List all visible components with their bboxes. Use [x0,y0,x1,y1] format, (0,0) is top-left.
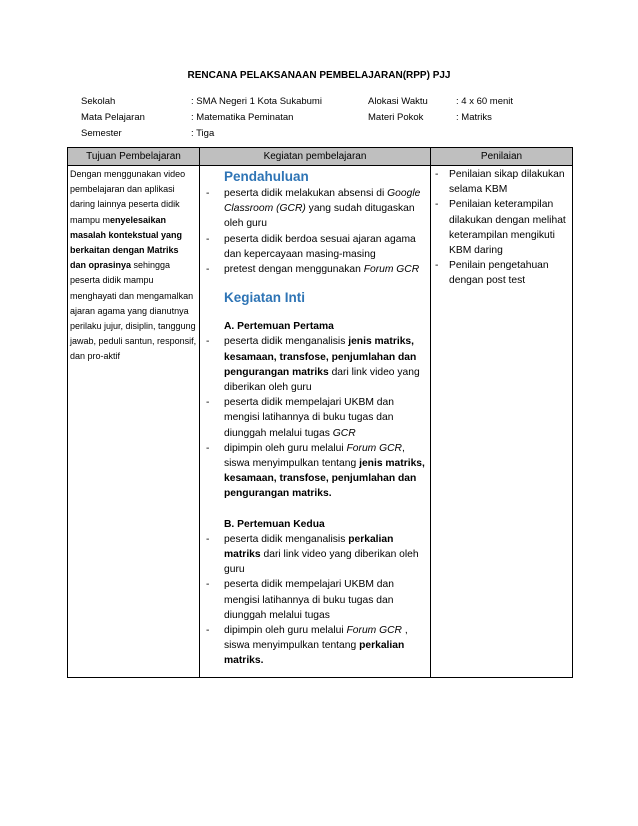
meta-row-semester [81,128,214,139]
meeting-one-list [206,334,426,501]
assessment-content [431,166,572,289]
meta-label-school: Sekolah [81,96,116,107]
meta-value-topic: : Matriks [456,112,492,123]
meeting-one-heading: A. Pertemuan Pertama [224,321,334,333]
objective-cell [68,166,200,678]
meeting-two-list [206,532,426,669]
header-assessment: Penilaian [431,148,573,166]
assessment-list [435,167,568,289]
section-pendahuluan-heading: Pendahuluan [224,169,309,184]
document-title: RENCANA PELAKSANAAN PEMBELAJARAN(RPP) PJJ [187,70,451,81]
list-item: - peserta didik melakukan absensi di Google Classroom (GCR) yang sudah ditugaskan oleh guru [206,186,426,232]
meta-value-subject: : Matematika Peminatan [191,112,294,123]
list-item: - Penilain pengetahuan dengan post test [435,258,568,288]
pendahuluan-list [206,186,426,277]
header-objective: Tujuan Pembelajaran [68,148,200,166]
list-item: - peserta didik mempelajari UKBM dan mengisi latihannya di buku tugas dan diunggah melalui tugas GCR [206,395,426,441]
meta-value-semester: : Tiga [191,128,215,139]
assessment-cell [431,166,573,678]
lesson-plan-table [67,147,573,678]
list-item: - peserta didik menganalisis perkalian matriks dari link video yang diberikan oleh guru [206,532,426,578]
meta-row-subject [81,112,492,123]
meeting-two-heading: B. Pertemuan Kedua [224,518,325,530]
list-item: - dipimpin oleh guru melalui Forum GCR, siswa menyimpulkan tentang jenis matriks, kesamaan, transfose, penjumlahan dan pengurangan matriks. [206,441,426,502]
list-item: - peserta didik berdoa sesuai ajaran agama dan kepercayaan masing-masing [206,232,426,262]
meta-label-topic: Materi Pokok [368,112,424,123]
list-item: - pretest dengan menggunakan Forum GCR [206,262,426,277]
section-inti-heading: Kegiatan Inti [224,290,306,306]
objective-text: Dengan menggunakan video pembelajaran dan aplikasi daring lainnya peserta didik mampu menyelesaikan masalah kontekstual yang berkaitan dengan Matriks dan oprasinya sehingga peserta didik mampu menghayati dan mengamalkan ajaran agama yang dianutnya perilaku jujur, disiplin, tanggung jawab, peduli santun, responsif, dan pro-aktif [70,169,197,362]
header-activities: Kegiatan pembelajaran [200,148,431,166]
meta-value-time: : 4 x 60 menit [456,96,514,107]
meta-value-school: : SMA Negeri 1 Kota Sukabumi [191,96,322,107]
list-item: - Penilaian keterampilan dilakukan dengan melihat keterampilan mengikuti KBM daring [435,197,568,258]
activities-cell [200,166,431,678]
list-item: - Penilaian sikap dilakukan selama KBM [435,167,568,197]
meta-label-subject: Mata Pelajaran [81,112,145,123]
meta-label-semester: Semester [81,128,122,139]
list-item: - peserta didik mempelajari UKBM dan mengisi latihannya di buku tugas dan diunggah melalui tugas [206,577,426,623]
list-item: - dipimpin oleh guru melalui Forum GCR , siswa menyimpulkan tentang perkalian matriks. [206,623,426,669]
activities-content [200,166,430,677]
meta-row-school [81,96,513,107]
list-item: - peserta didik menganalisis jenis matriks, kesamaan, transfose, penjumlahan dan pengurangan matriks dari link video yang diberikan oleh guru [206,334,426,395]
meta-label-time: Alokasi Waktu [368,96,428,107]
